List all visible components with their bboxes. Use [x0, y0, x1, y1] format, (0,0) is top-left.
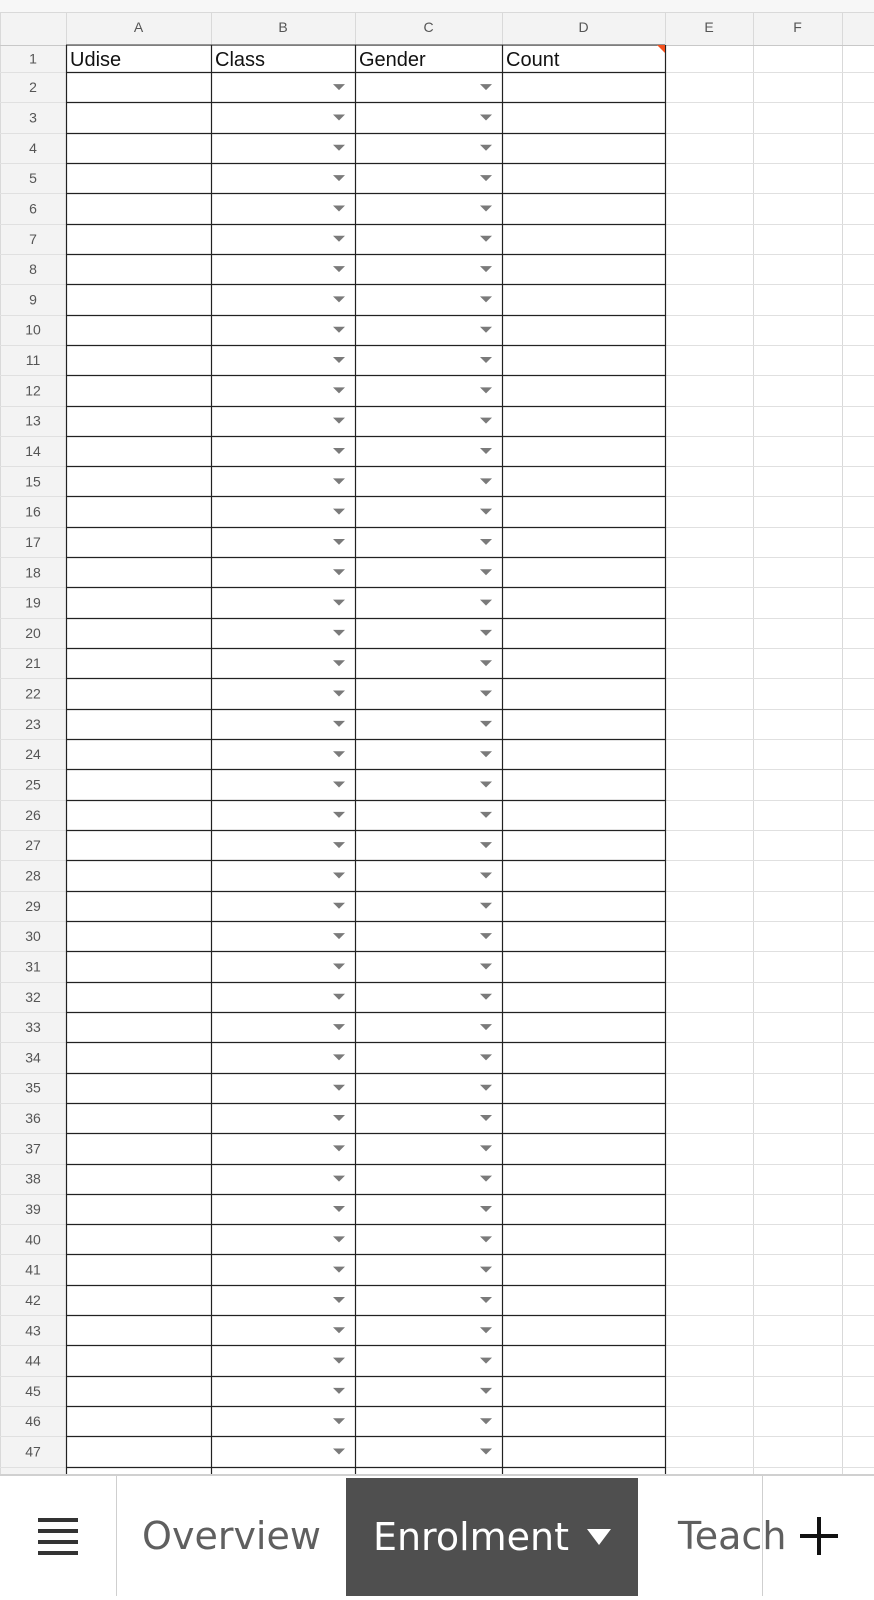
column-header-bar	[0, 12, 874, 45]
chevron-down-icon[interactable]	[480, 569, 492, 575]
header-cell-udise[interactable]: Udise	[70, 49, 122, 71]
row-header-15[interactable]: 15	[25, 473, 41, 490]
row-header-8[interactable]: 8	[29, 261, 37, 278]
row-header-46[interactable]: 46	[25, 1413, 41, 1430]
chevron-down-icon[interactable]	[480, 1327, 492, 1333]
row-header-1[interactable]: 1	[29, 50, 37, 67]
top-strip	[0, 0, 874, 12]
chevron-down-icon[interactable]	[333, 812, 345, 818]
chevron-down-icon[interactable]	[480, 630, 492, 636]
column-header-b[interactable]: B	[278, 19, 288, 35]
chevron-down-icon[interactable]	[480, 387, 492, 393]
row-header-19[interactable]: 19	[25, 594, 41, 611]
row-header-9[interactable]: 9	[29, 291, 37, 308]
column-header-a[interactable]: A	[133, 19, 144, 35]
chevron-down-icon[interactable]	[333, 418, 345, 424]
tab-enrolment[interactable]	[346, 1478, 638, 1596]
add-sheet-button[interactable]	[762, 1476, 874, 1596]
chevron-down-icon[interactable]	[333, 539, 345, 545]
row-header-28[interactable]: 28	[25, 867, 41, 884]
row-header-43[interactable]: 43	[25, 1322, 41, 1339]
row-header-38[interactable]: 38	[25, 1170, 41, 1187]
chevron-down-icon[interactable]	[480, 236, 492, 242]
chevron-down-icon[interactable]	[480, 1388, 492, 1394]
chevron-down-icon[interactable]	[333, 1054, 345, 1060]
row-header-27[interactable]: 27	[25, 837, 41, 854]
chevron-down-icon[interactable]	[333, 1267, 345, 1273]
chevron-down-icon[interactable]	[333, 84, 345, 90]
row-header-22[interactable]: 22	[25, 685, 41, 702]
chevron-down-icon[interactable]	[333, 296, 345, 302]
tab-label: Teach	[678, 1514, 787, 1558]
row-header-24[interactable]: 24	[25, 746, 41, 763]
row-header-7[interactable]: 7	[29, 230, 37, 247]
chevron-down-icon[interactable]	[480, 1115, 492, 1121]
chevron-down-icon[interactable]	[333, 751, 345, 757]
chevron-down-icon[interactable]	[480, 751, 492, 757]
row-header-16[interactable]: 16	[25, 503, 41, 520]
tab-teachers[interactable]	[660, 1476, 787, 1596]
row-header-35[interactable]: 35	[25, 1079, 41, 1096]
row-header-26[interactable]: 26	[25, 806, 41, 823]
row-header-11[interactable]: 11	[25, 352, 41, 369]
chevron-down-icon[interactable]	[480, 1358, 492, 1364]
row-header-3[interactable]: 3	[29, 109, 37, 126]
chevron-down-icon[interactable]	[480, 842, 492, 848]
column-header-f[interactable]: F	[793, 19, 802, 35]
chevron-down-icon[interactable]	[480, 539, 492, 545]
chevron-down-icon[interactable]	[480, 600, 492, 606]
chevron-down-icon[interactable]	[333, 327, 345, 333]
chevron-down-icon[interactable]	[480, 84, 492, 90]
chevron-down-icon[interactable]	[333, 236, 345, 242]
row-header-37[interactable]: 37	[25, 1140, 41, 1157]
chevron-down-icon[interactable]	[480, 1176, 492, 1182]
chevron-down-icon[interactable]	[480, 994, 492, 1000]
chevron-down-icon[interactable]	[480, 145, 492, 151]
chevron-down-icon[interactable]	[333, 1115, 345, 1121]
chevron-down-icon[interactable]	[480, 478, 492, 484]
row-header-29[interactable]: 29	[25, 897, 41, 914]
row-header-6[interactable]: 6	[29, 200, 37, 217]
chevron-down-icon[interactable]	[333, 600, 345, 606]
chevron-down-icon[interactable]	[333, 266, 345, 272]
chevron-down-icon[interactable]	[333, 630, 345, 636]
row-header-33[interactable]: 33	[25, 1019, 41, 1036]
chevron-down-icon[interactable]	[480, 205, 492, 211]
chevron-down-icon[interactable]	[480, 1024, 492, 1030]
chevron-down-icon[interactable]	[333, 963, 345, 969]
chevron-down-icon[interactable]	[480, 1267, 492, 1273]
chevron-down-icon[interactable]	[333, 1418, 345, 1424]
header-cell-count[interactable]: Count	[506, 49, 560, 71]
row-header-25[interactable]: 25	[25, 776, 41, 793]
row-header-40[interactable]: 40	[25, 1231, 41, 1248]
chevron-down-icon[interactable]	[333, 1388, 345, 1394]
chevron-down-icon[interactable]	[333, 721, 345, 727]
header-cell-gender[interactable]: Gender	[359, 49, 426, 71]
note-indicator-icon	[657, 45, 665, 53]
chevron-down-icon[interactable]	[333, 114, 345, 120]
row-header-20[interactable]: 20	[25, 624, 41, 641]
chevron-down-icon[interactable]	[480, 418, 492, 424]
tab-overview[interactable]	[117, 1476, 346, 1596]
chevron-down-icon[interactable]	[480, 448, 492, 454]
sheet-tab-bar	[0, 1474, 874, 1600]
row-header-21[interactable]: 21	[25, 655, 41, 672]
row-header-23[interactable]: 23	[25, 715, 41, 732]
row-header-4[interactable]: 4	[29, 139, 37, 156]
chevron-down-icon[interactable]	[333, 357, 345, 363]
chevron-down-icon[interactable]	[480, 1054, 492, 1060]
sheets-menu-button[interactable]	[0, 1476, 117, 1596]
row-header-13[interactable]: 13	[25, 412, 41, 429]
row-header-17[interactable]: 17	[25, 533, 41, 550]
chevron-down-icon[interactable]	[333, 1206, 345, 1212]
column-header-e[interactable]: E	[704, 19, 714, 35]
chevron-down-icon[interactable]	[333, 145, 345, 151]
chevron-down-icon[interactable]	[480, 903, 492, 909]
chevron-down-icon[interactable]	[480, 812, 492, 818]
row-header-45[interactable]: 45	[25, 1382, 41, 1399]
chevron-down-icon[interactable]	[333, 509, 345, 515]
chevron-down-icon[interactable]	[333, 1327, 345, 1333]
chevron-down-icon[interactable]	[480, 1297, 492, 1303]
chevron-down-icon[interactable]	[480, 660, 492, 666]
chevron-down-icon[interactable]	[480, 266, 492, 272]
row-header-39[interactable]: 39	[25, 1201, 41, 1217]
row-header-5[interactable]: 5	[29, 170, 37, 187]
row-header-18[interactable]: 18	[25, 564, 41, 581]
row-header-36[interactable]: 36	[25, 1110, 41, 1127]
chevron-down-icon[interactable]	[480, 1236, 492, 1242]
row-header-47[interactable]: 47	[25, 1443, 41, 1460]
chevron-down-icon[interactable]	[333, 569, 345, 575]
chevron-down-icon[interactable]	[333, 175, 345, 181]
row-header-31[interactable]: 31	[25, 958, 41, 975]
column-header-d[interactable]: D	[578, 19, 589, 35]
chevron-down-icon[interactable]	[480, 509, 492, 515]
chevron-down-icon[interactable]	[480, 114, 492, 120]
header-cell-class[interactable]: Class	[215, 49, 266, 71]
chevron-down-icon[interactable]	[333, 872, 345, 878]
chevron-down-icon[interactable]	[333, 1449, 345, 1455]
chevron-down-icon[interactable]	[333, 1145, 345, 1151]
chevron-down-icon[interactable]	[333, 1085, 345, 1091]
row-header-44[interactable]: 44	[25, 1352, 41, 1369]
chevron-down-icon[interactable]	[480, 963, 492, 969]
chevron-down-icon[interactable]	[480, 327, 492, 333]
row-header-42[interactable]: 42	[25, 1291, 41, 1308]
tab-label: Overview	[142, 1514, 321, 1558]
chevron-down-icon[interactable]	[480, 1206, 492, 1212]
chevron-down-icon[interactable]	[480, 296, 492, 302]
chevron-down-icon[interactable]	[333, 782, 345, 788]
chevron-down-icon[interactable]	[333, 903, 345, 909]
row-header-30[interactable]: 30	[25, 928, 41, 945]
chevron-down-icon[interactable]	[333, 1297, 345, 1303]
chevron-down-icon[interactable]	[480, 175, 492, 181]
row-header-32[interactable]: 32	[25, 988, 41, 1005]
chevron-down-icon[interactable]	[333, 448, 345, 454]
chevron-down-icon[interactable]	[333, 1358, 345, 1364]
chevron-down-icon[interactable]	[333, 933, 345, 939]
row-header-2[interactable]: 2	[29, 79, 37, 96]
chevron-down-icon[interactable]	[333, 842, 345, 848]
column-header-c[interactable]: C	[423, 19, 434, 35]
chevron-down-icon[interactable]	[480, 357, 492, 363]
chevron-down-icon[interactable]	[333, 1024, 345, 1030]
chevron-down-icon[interactable]	[333, 994, 345, 1000]
chevron-down-icon[interactable]	[480, 691, 492, 697]
chevron-down-icon[interactable]	[333, 478, 345, 484]
row-header-12[interactable]: 12	[25, 382, 41, 399]
chevron-down-icon[interactable]	[333, 1176, 345, 1182]
row-header-10[interactable]: 10	[25, 321, 41, 338]
hamburger-menu-icon	[38, 1518, 78, 1555]
chevron-down-icon[interactable]	[333, 1236, 345, 1242]
tab-label: Enrolment	[372, 1515, 570, 1559]
chevron-down-icon[interactable]	[333, 660, 345, 666]
row-header-34[interactable]: 34	[25, 1049, 41, 1066]
row-header-41[interactable]: 41	[25, 1261, 41, 1278]
chevron-down-icon[interactable]	[333, 387, 345, 393]
row-header-14[interactable]: 14	[25, 443, 41, 459]
chevron-down-icon[interactable]	[480, 1145, 492, 1151]
chevron-down-icon[interactable]	[480, 721, 492, 727]
chevron-down-icon[interactable]	[480, 1449, 492, 1455]
chevron-down-icon[interactable]	[480, 782, 492, 788]
chevron-down-icon[interactable]	[480, 872, 492, 878]
chevron-down-icon[interactable]	[333, 691, 345, 697]
chevron-down-icon[interactable]	[480, 933, 492, 939]
chevron-down-icon[interactable]	[587, 1529, 611, 1545]
chevron-down-icon[interactable]	[480, 1085, 492, 1091]
chevron-down-icon[interactable]	[480, 1418, 492, 1424]
chevron-down-icon[interactable]	[333, 205, 345, 211]
plus-icon	[800, 1517, 838, 1555]
